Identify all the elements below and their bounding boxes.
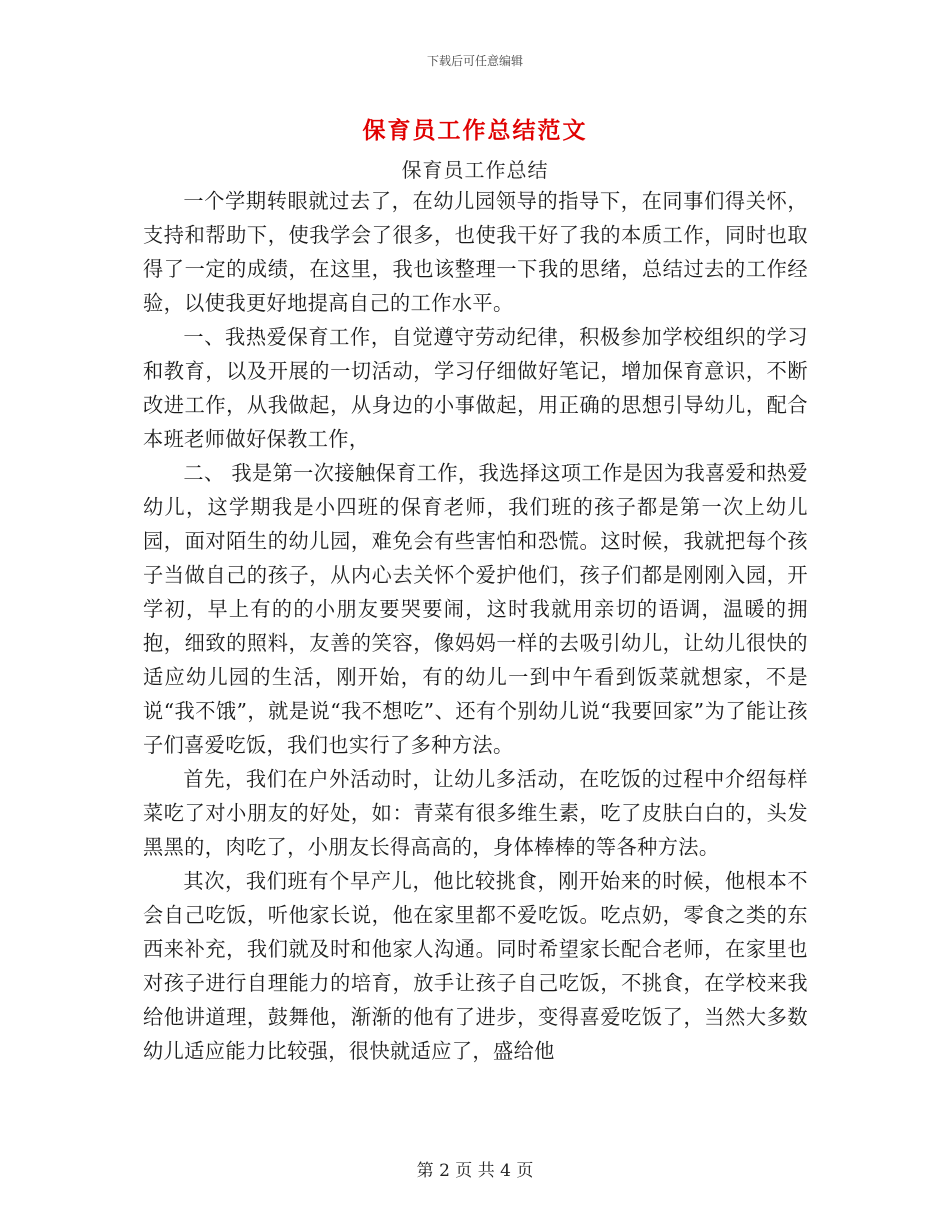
document-body bbox=[143, 184, 808, 1068]
paragraph-second: 其次，我们班有个早产儿，他比较挑食，刚开始来的时候，他根本不会自己吃饭，听他家长说，他在家里都不爱吃饭。吃点奶，零食之类的东西来补充，我们就及时和他家人沟通。同时希望家长配合老师，在家里也对孩子进行自理能力的培育，放手让孩子自己吃饭，不挑食，在学校来我给他讲道理，鼓舞他，渐渐的他有了进步，变得喜爱吃饭了，当然大多数幼儿适应能力比较强，很快就适应了，盛给他 bbox=[143, 869, 808, 1063]
paragraph-point-two: 二、 我是第一次接触保育工作，我选择这项工作是因为我喜爱和热爱幼儿，这学期我是小四班的保育老师，我们班的孩子都是第一次上幼儿园，面对陌生的幼儿园，难免会有些害怕和恐慌。这时候，我就把每个孩子当做自己的孩子，从内心去关怀个爱护他们，孩子们都是刚刚入园，开学初，早上有的的小朋友要哭要闹，这时我就用亲切的语调，温暖的拥抱，细致的照料，友善的笑容，像妈妈一样的去吸引幼儿，让幼儿很快的适应幼儿园的生活，刚开始，有的幼儿一到中午看到饭菜就想家，不是说“我不饿”，就是说“我不想吃”、还有个别幼儿说“我要回家”为了能让孩子们喜爱吃饭，我们也实行了多种方法。 bbox=[143, 461, 808, 757]
header-note: 下载后可任意编辑 bbox=[426, 54, 523, 68]
document-title: 保育员工作总结范文 bbox=[362, 118, 588, 144]
paragraph-intro: 一个学期转眼就过去了，在幼儿园领导的指导下，在同事们得关怀，支持和帮助下，使我学会了很多，也使我干好了我的本质工作，同时也取得了一定的成绩，在这里，我也该整理一下我的思绪，总结过去的工作经验，以使我更好地提高自己的工作水平。 bbox=[143, 189, 808, 315]
document-subtitle: 保育员工作总结 bbox=[401, 158, 549, 182]
paragraph-point-one: 一、我热爱保育工作，自觉遵守劳动纪律，积极参加学校组织的学习和教育，以及开展的一切活动，学习仔细做好笔记，增加保育意识，不断改进工作，从我做起，从身边的小事做起，用正确的思想引导幼儿，配合本班老师做好保教工作， bbox=[143, 325, 808, 451]
page-number-footer: 第 2 页 共 4 页 bbox=[416, 1161, 534, 1181]
paragraph-first: 首先，我们在户外活动时，让幼儿多活动，在吃饭的过程中介绍每样菜吃了对小朋友的好处，如：青菜有很多维生素，吃了皮肤白白的，头发黑黑的，肉吃了，小朋友长得高高的，身体棒棒的等各种方法。 bbox=[143, 767, 808, 859]
